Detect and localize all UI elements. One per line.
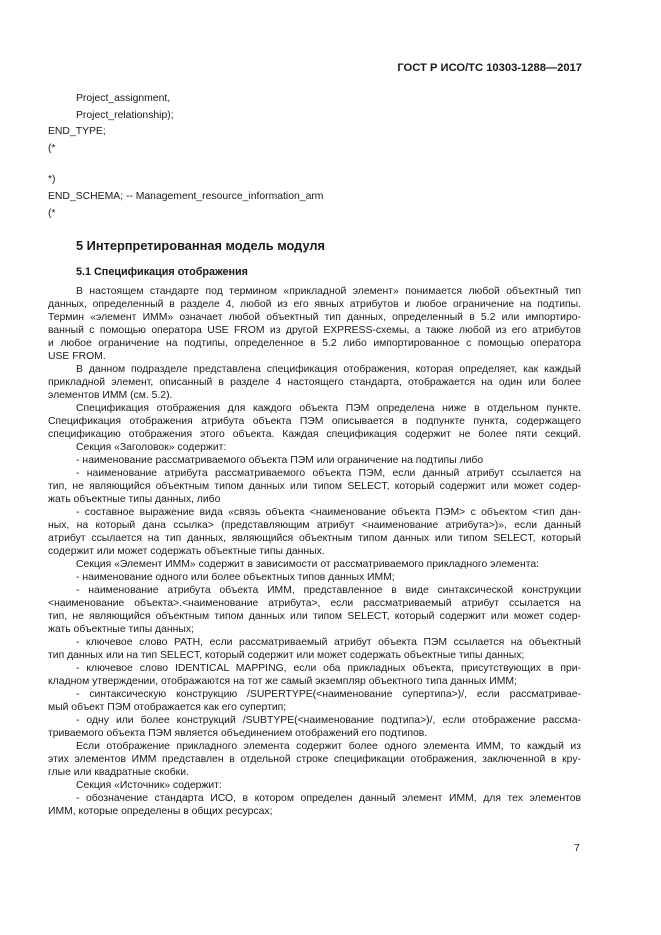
page-number: 7 (574, 843, 580, 854)
body-line: глые или квадратные скобки. (48, 767, 189, 778)
body-line: В настоящем стандарте под термином «прикладной элемент» понимается любой объектный тип (76, 286, 581, 297)
body-line: и любое ограничение на подтипы, определенное в 5.2 либо импортированное с помощью оператора (48, 338, 581, 349)
body-line: Секция «Элемент ИММ» содержит в зависимости от рассматриваемого прикладного элемента: (76, 559, 540, 570)
code-line: (* (48, 143, 56, 154)
body-line: ИММ, которые определены в общих ресурсах; (48, 806, 273, 817)
body-line: Спецификация отображения атрибута объекта ПЭМ описывается в подпункте пункта, содержащего (48, 416, 581, 427)
body-line: Термин «элемент ИММ» означает любой объектный тип данных, определенный в 5.2 или импортиро- (48, 312, 581, 323)
subsection-heading: 5.1 Спецификация отображения (76, 266, 248, 278)
list-item: - синтаксическую конструкцию /SUPERTYPE(<наименование супертипа>)/, если рассматривае- (76, 689, 581, 700)
body-line: тип, не являющийся объектным типом данных или типом SELECT, который содержит или может содер- (48, 611, 581, 622)
list-item: - ключевое слово PATH, если рассматриваемый атрибут объекта ПЭМ ссылается на объектный (76, 637, 581, 648)
list-item: - ключевое слово IDENTICAL MAPPING, если оба прикладных объекта, присутствующих в при- (76, 663, 581, 674)
body-line: Секция «Заголовок» содержит: (76, 442, 227, 453)
body-line: атрибут ссылается на тип данных, являющийся объектным типом данных или типом SELECT, который (48, 533, 581, 544)
body-line: ных, на который дана ссылка> (представляющим атрибут <наименование атрибута>)», если данный (48, 520, 581, 531)
code-line: END_TYPE; (48, 126, 106, 137)
body-line: тип данных или на тип SELECT, который содержит или может содержать объектные типы данных; (48, 650, 525, 661)
list-item: - обозначение стандарта ИСО, в котором определен данный элемент ИММ, для тех элементов (76, 793, 581, 804)
body-line: В данном подразделе представлена спецификация отображения, которая определяет, как каждый (76, 364, 581, 375)
body-line: тип, не являющийся объектным типом данных или типом SELECT, который содержит или может содер- (48, 481, 581, 492)
body-line: триваемого объекта ПЭМ является объединением отображений его подтипов. (48, 728, 428, 739)
code-line: Project_relationship); (76, 110, 174, 121)
body-line: мый объект ПЭМ отображается как его супертип; (48, 702, 287, 713)
body-line: ванный с помощью оператора USE FROM из другой EXPRESS-схемы, а также любой из его атрибутов (48, 325, 581, 336)
list-item: - одну или более конструкций /SUBTYPE(<наименование подтипа>)/, если отображение рассма- (76, 715, 581, 726)
body-line: USE FROM. (48, 351, 106, 362)
list-item: - наименование одного или более объектных типов данных ИММ; (76, 572, 395, 583)
body-line: Если отображение прикладного элемента содержит более одного элемента ИММ, то каждый из (76, 741, 581, 752)
code-line: *) (48, 174, 56, 185)
body-line: данных, определенный в разделе 4, любой из его явных атрибутов и любое ограничение на подтипы. (48, 299, 581, 310)
body-line: Спецификация отображения для каждого объекта ПЭМ определена ниже в отдельном пункте. (76, 403, 581, 414)
code-line: (* (48, 208, 56, 219)
code-line: END_SCHEMA; -- Management_resource_information_arm (48, 191, 324, 202)
body-line: прикладной элемент, описанный в разделе 4 настоящего стандарта, отображается на один или более (48, 377, 581, 388)
body-line: спецификацию отображения этого объекта. Каждая спецификация содержит не более пяти секций. (48, 429, 581, 440)
section-heading: 5 Интерпретированная модель модуля (76, 238, 325, 253)
body-line: содержит или может содержать объектные типы данных. (48, 546, 325, 557)
body-line: <наименование объекта>.<наименование атрибута>, если рассматриваемый атрибут ссылается на (48, 598, 581, 609)
list-item: - составное выражение вида «связь объекта <наименование объекта ПЭМ> с объектом <тип дан- (76, 507, 581, 518)
body-line: этих элементов ИММ представлен в отдельной строке спецификации отображения, заключенной в кру- (48, 754, 581, 765)
body-line: элементов ИММ (см. 5.2). (48, 390, 173, 401)
body-line: Секция «Источник» содержит: (76, 780, 222, 791)
body-line: кладном утверждении, отображаются на тот же самый экземпляр объектного типа данных ИММ; (48, 676, 517, 687)
list-item: - наименование рассматриваемого объекта ПЭМ или ограничение на подтипы либо (76, 455, 484, 466)
document-header: ГОСТ Р ИСО/ТС 10303-1288—2017 (397, 62, 582, 74)
list-item: - наименование атрибута рассматриваемого объекта ПЭМ, если данный атрибут ссылается на (76, 468, 581, 479)
code-line: Project_assignment, (76, 93, 171, 104)
body-line: жать объектные типы данных; (48, 624, 194, 635)
body-line: жать объектные типы данных, либо (48, 494, 221, 505)
list-item: - наименование атрибута объекта ИММ, представленное в виде синтаксической конструкции (76, 585, 581, 596)
